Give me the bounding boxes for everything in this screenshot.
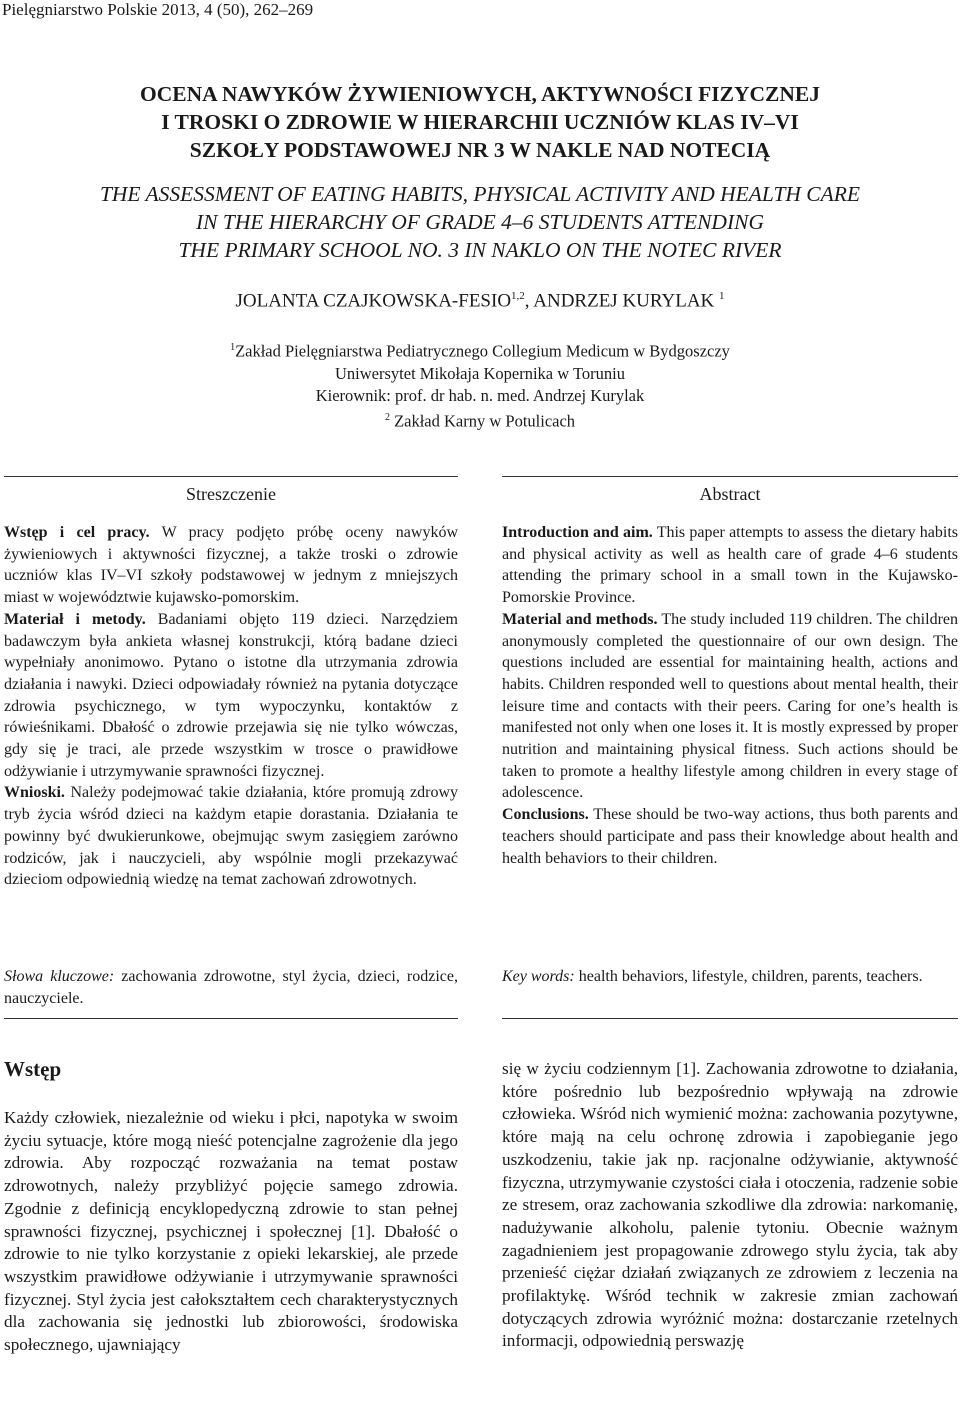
streszczenie-heading: Streszczenie (186, 484, 276, 504)
keywords-text: health behaviors, lifestyle, children, parents, teachers. (574, 968, 923, 985)
affiliation-mark: 1 (230, 342, 236, 353)
title-english-line: IN THE HIERARCHY OF GRADE 4–6 STUDENTS ATTENDING (196, 210, 764, 234)
section-heading: Wstęp (4, 1057, 62, 1081)
affiliation-line: $^2$ Zakład Karny w Potulicach (384, 411, 576, 430)
affiliation-line: Uniwersytet Mikołaja Kopernika w Toruniu (335, 363, 625, 383)
section-label: Wstęp i cel pracy. (4, 524, 150, 541)
title-polish-line: OCENA NAWYKÓW ŻYWIENIOWYCH, AKTYWNOŚCI FIZYCZNEJ (140, 82, 820, 106)
abstract-heading: Abstract (699, 484, 761, 504)
section-label: Introduction and aim. (502, 524, 653, 541)
body-column-right (502, 1058, 958, 1353)
divider (4, 476, 458, 477)
paragraph-text: This paper attempts to assess the dietary habits and physical activity as well as health care of grade 4–6 students attending the primary school in a small town in the Kujawsko-Pomorskie Province. (502, 524, 958, 607)
author-separator: , (524, 290, 534, 312)
section-label: Materiał i metody. (4, 610, 146, 628)
affiliation-line: Kierownik: prof. dr hab. n. med. Andrzej Kurylak (315, 385, 645, 405)
affiliation-line: $^1$Zakład Pielęgniarstwa Pediatrycznego Collegium Medicum w Bydgoszczy (230, 341, 730, 361)
title-polish-line: I TROSKI O ZDROWIE W HIERARCHII UCZNIÓW KLAS IV–VI (161, 110, 799, 134)
paragraph-text: The study included 119 children. The children anonymously completed the questionnaire of our own design. The questions included are essential for maintaining health, actions and habits. Children responded well to questions about mental health, their leisure time and contacts with their peers. Caring for one’s health is manifested not only when one loses it. It is mostly expressed by proper nutrition and maintaining physical fitness. Such actions should be taken to promote a healthy lifestyle among children in every stage of adolescence. (502, 610, 958, 802)
paragraph-text: W pracy podjęto próbę oceny nawyków żywieniowych i aktywności fizycznej, a także troski o zdrowie uczniów klas IV–VI szkoły podstawowej w jednym z mniejszych miast w województwie kujawsko-pomorskim. (4, 524, 459, 607)
author-affiliation-mark: 1 (719, 290, 725, 302)
paragraph-text: These should be two-way actions, thus both parents and teachers should participate and pass their knowledge about health and health behaviors to their children. (502, 806, 958, 867)
author-name: JOLANTA CZAJKOWSKA-FESIO (235, 290, 512, 312)
keywords-label: Key words: (502, 968, 575, 985)
section-label: Material and methods. (502, 610, 658, 628)
body-column-left (4, 1107, 458, 1357)
title-polish (0, 80, 960, 164)
paragraph-text: Każdy człowiek, niezależnie od wieku i płci, napotyka w swoim życiu sytuacje, które mogą nieść potencjalne zagrożenie dla jego zdrowia. Aby rozpocząć rozważania na temat postaw zdrowotnych, należy przybliżyć pojęcie samego zdrowia. Zgodnie z definicją encyklopedyczną zdrowie to stan pełnej sprawności fizycznej, psychicznej i społecznej [1]. Dbałość o zdrowie to nie tylko korzystanie z opieki lekarskiej, ale przede wszystkim prawidłowe odżywianie i utrzymywanie sprawności fizycznej. Styl życia jest całokształtem cech charakterystycznych dla zachowania się jednostki lub zbiorowości, środowiska społecznego, ujawniający (4, 1108, 458, 1355)
author-list (0, 290, 960, 312)
divider (502, 1018, 958, 1019)
title-polish-line: SZKOŁY PODSTAWOWEJ NR 3 W NAKLE NAD NOTECIĄ (189, 138, 771, 162)
author-affiliation-mark: 1,2 (511, 290, 525, 302)
section-label: Conclusions. (502, 806, 589, 824)
affiliation-mark: 2 (384, 411, 390, 423)
journal-citation: Pielęgniarstwo Polskie 2013, 4 (50), 262–269 (2, 0, 314, 19)
title-english (0, 180, 960, 264)
keywords-english (502, 966, 958, 988)
title-english-line: THE ASSESSMENT OF EATING HABITS, PHYSICAL ACTIVITY AND HEALTH CARE (99, 182, 861, 206)
keywords-label: Słowa kluczowe: (4, 968, 115, 985)
divider (4, 1018, 458, 1019)
paragraph-text: się w życiu codziennym [1]. Zachowania zdrowotne to działania, które pośrednio lub bezpośrednio wpływają na zdrowie człowieka. Wśród nich wymienić można: zachowania pozytywne, które mają na celu ochronę zdrowia i zapobieganie jego uszkodzeniu, takie jak np. racjonalne odżywianie, aktywność fizyczna, utrzymywanie czystości ciała i otoczenia, radzenie sobie ze stresem, oraz zachowania szkodliwe dla zdrowia: narkomanię, nadużywanie alkoholu, palenie tytoniu. Obecnie ważnym zagadnieniem jest propagowanie zdrowego stylu życia, tak aby przenieść ciężar działań związanych ze zdrowiem z leczenia na profilaktykę. Wśród technik w zakresie zmian zachowań dotyczących zdrowia wyróżnić można: dostarczanie rzetelnych informacji, odpowiednią perswazję (502, 1059, 958, 1351)
abstract-body (502, 522, 958, 869)
divider (502, 476, 958, 477)
title-english-line: THE PRIMARY SCHOOL NO. 3 IN NAKLO ON THE NOTEC RIVER (178, 238, 782, 262)
paragraph-text: Badaniami objęto 119 dzieci. Narzędziem badawczym była ankieta własnej konstrukcji, którą badane dzieci wypełniały anonimowo. Pytano o istotne dla utrzymania zdrowia działania i nawyki. Dzieci odpowiadały również na pytania dotyczące zdrowia psychicznego, w tym wypoczynku, kontaktów z rówieśnikami. Dbałość o zdrowie przejawia się nie tylko wówczas, gdy się je traci, ale przede wszystkim w trosce o prawidłowe odżywianie i utrzymywanie sprawności fizycznej. (4, 610, 458, 780)
keywords-text: zachowania zdrowotne, styl życia, dzieci, rodzice, nauczyciele. (4, 968, 458, 1007)
keywords-polish (4, 966, 458, 1009)
section-label: Wnioski. (4, 784, 65, 802)
author-name: ANDRZEJ KURYLAK (533, 290, 715, 312)
paragraph-text: Należy podejmować takie działania, które promują zdrowy tryb życia wśród dzieci na każdym etapie dorastania. Działania te powinny być dwukierunkowe, obejmując swym zasięgiem zarówno rodziców, jak i nauczycieli, aby wspólnie mogli przekazywać dzieciom odpowiednią wiedzę na temat zachowań zdrowotnych. (4, 784, 458, 889)
affiliations (0, 337, 960, 432)
streszczenie-body (4, 522, 458, 891)
